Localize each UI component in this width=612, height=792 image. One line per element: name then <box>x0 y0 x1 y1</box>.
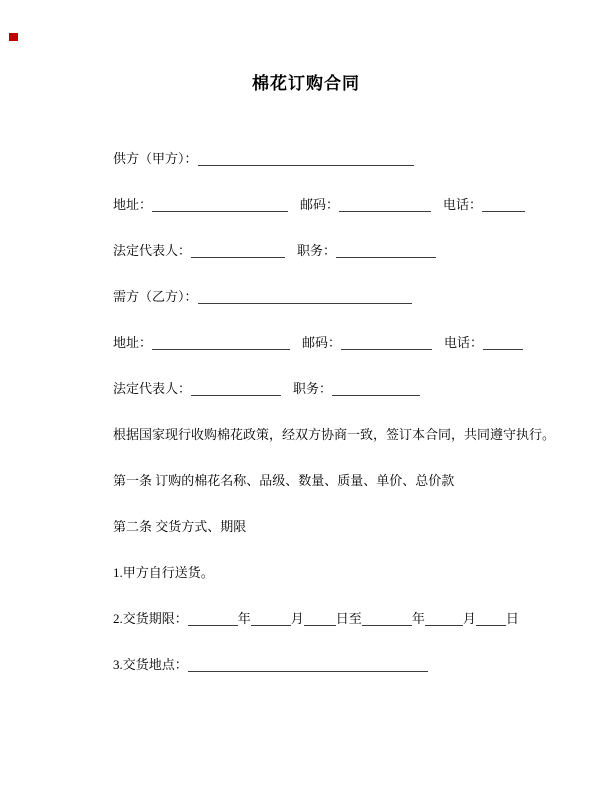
party-a-legal-rep-row <box>113 243 436 259</box>
unit-year-2: 年 <box>411 611 425 626</box>
delivery-place-blank-line <box>188 658 428 672</box>
phone-label: 电话： <box>444 335 484 350</box>
legal-rep-label: 法定代表人： <box>113 381 192 396</box>
clause-2-heading: 第二条 交货方式、期限 <box>113 519 247 534</box>
phone-blank-line <box>483 336 523 350</box>
job-title-blank-line <box>332 382 420 396</box>
job-title-label: 职务： <box>293 381 333 396</box>
year-blank-line <box>188 612 238 626</box>
unit-month: 月 <box>290 611 304 626</box>
delivery-term-row <box>113 611 519 627</box>
month-blank-line-2 <box>425 612 463 626</box>
job-title-blank-line <box>336 244 436 258</box>
zip-blank-line <box>339 198 431 212</box>
address-blank-line <box>152 198 288 212</box>
unit-day-2: 日 <box>505 611 519 626</box>
party-b-row <box>113 289 412 305</box>
party-a-address-row <box>113 197 525 213</box>
zip-blank-line <box>341 336 432 350</box>
legal-rep-label: 法定代表人： <box>113 243 192 258</box>
unit-day-to: 日至 <box>335 611 362 626</box>
unit-month-2: 月 <box>462 611 476 626</box>
phone-label: 电话： <box>443 197 483 212</box>
delivery-place-row <box>113 657 428 673</box>
unit-year: 年 <box>237 611 251 626</box>
address-blank-line <box>152 336 290 350</box>
delivery-item-1: 1.甲方自行送货。 <box>113 565 214 580</box>
year-blank-line-2 <box>362 612 412 626</box>
zip-label: 邮码： <box>300 197 340 212</box>
address-label: 地址： <box>113 197 153 212</box>
delivery-term-label: 2.交货期限： <box>113 611 188 626</box>
party-a-label: 供方（甲方）： <box>113 151 198 166</box>
party-a-blank-line <box>198 152 414 166</box>
party-b-label: 需方（乙方）： <box>113 289 198 304</box>
clause-1-heading: 第一条 订购的棉花名称、品级、数量、质量、单价、总价款 <box>113 473 455 488</box>
party-a-row <box>113 151 414 167</box>
month-blank-line <box>251 612 291 626</box>
day-blank-line <box>304 612 336 626</box>
red-marker <box>9 33 18 41</box>
party-b-blank-line <box>198 290 412 304</box>
address-label: 地址： <box>113 335 153 350</box>
legal-rep-blank-line <box>191 244 285 258</box>
zip-label: 邮码： <box>302 335 342 350</box>
party-b-address-row <box>113 335 523 351</box>
party-b-legal-rep-row <box>113 381 420 397</box>
day-blank-line-2 <box>476 612 506 626</box>
preamble-text: 根据国家现行收购棉花政策，经双方协商一致，签订本合同，共同遵守执行。 <box>113 427 556 442</box>
job-title-label: 职务： <box>297 243 337 258</box>
document-title: 棉花订购合同 <box>252 74 360 93</box>
delivery-place-label: 3.交货地点： <box>113 657 188 672</box>
phone-blank-line <box>482 198 525 212</box>
legal-rep-blank-line <box>191 382 281 396</box>
